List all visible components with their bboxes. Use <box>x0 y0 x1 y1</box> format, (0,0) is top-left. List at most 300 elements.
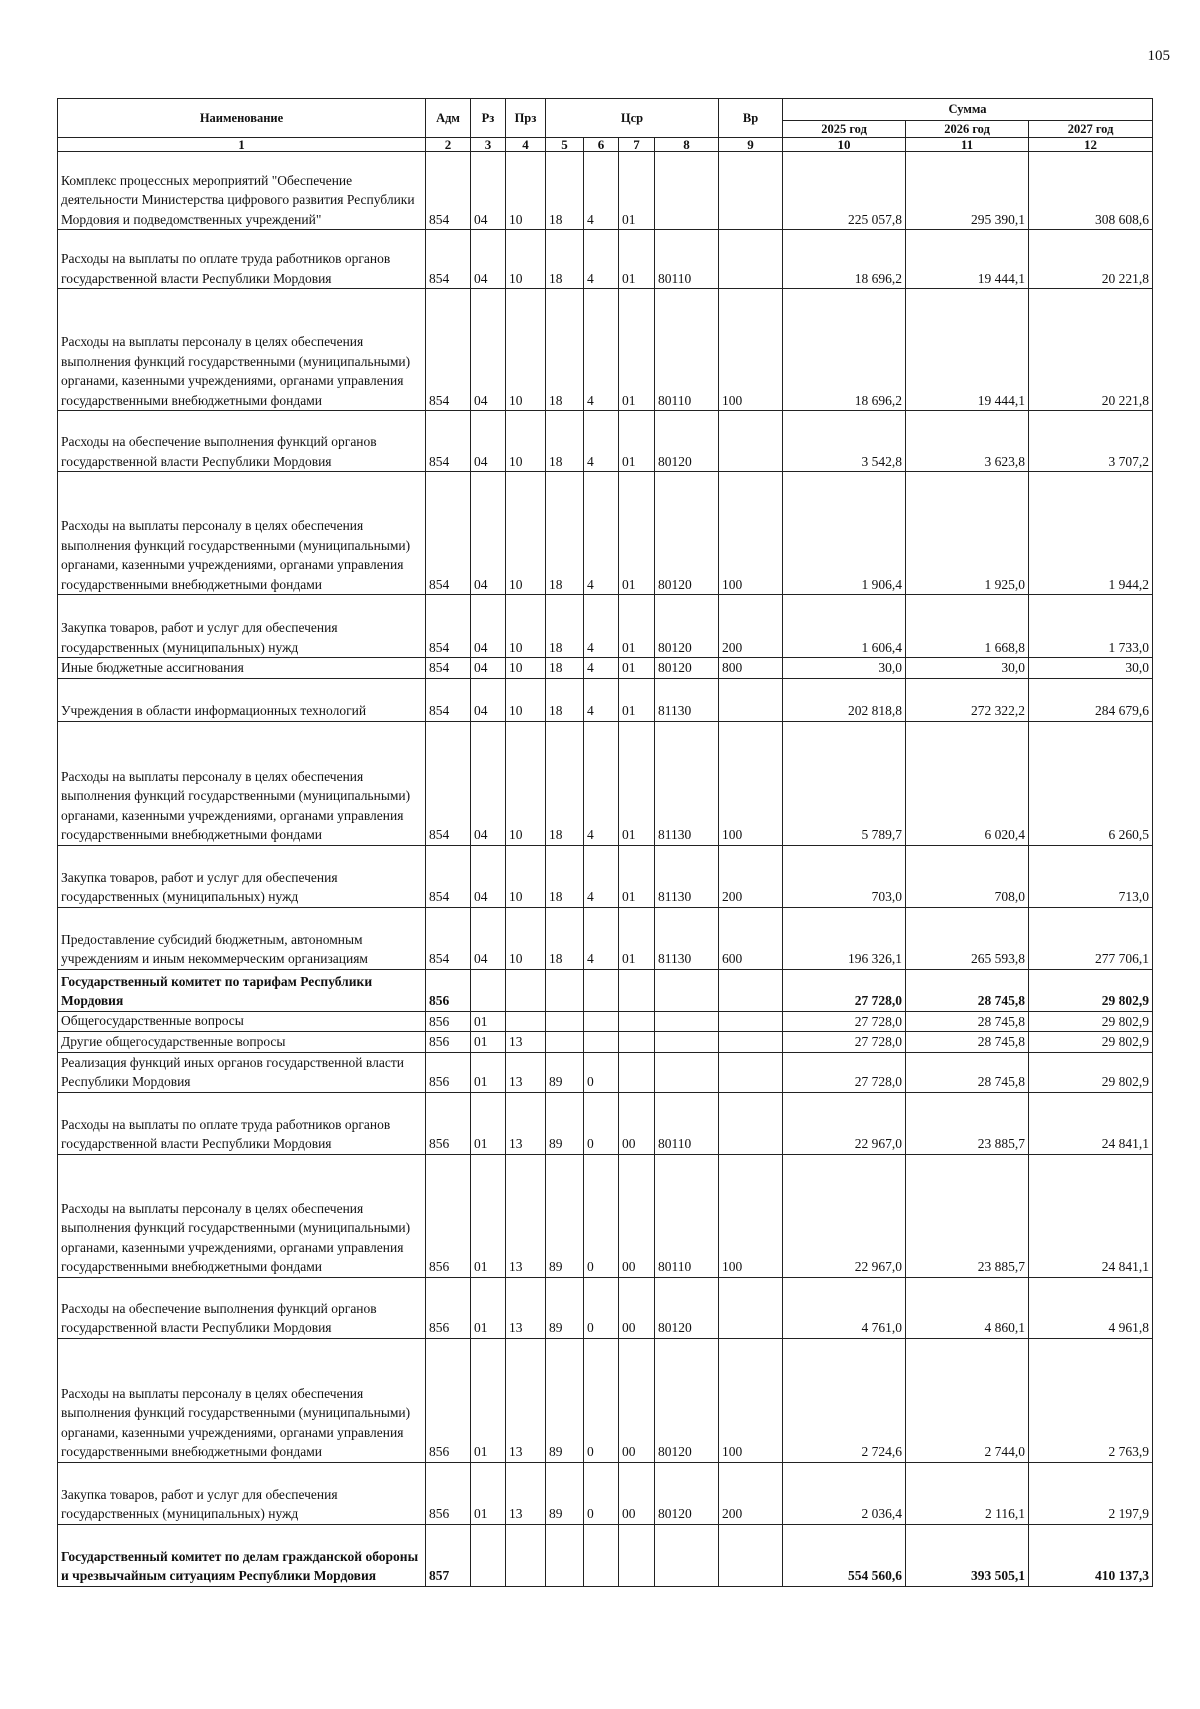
table-row <box>58 1052 1153 1092</box>
cell-rz: 04 <box>471 658 506 679</box>
header-row-1 <box>58 99 1153 121</box>
cell-vr: 800 <box>719 658 783 679</box>
cell-csr-direction: 80110 <box>655 1154 719 1277</box>
cell-adm: 856 <box>426 1277 471 1338</box>
table-row <box>58 845 1153 907</box>
row-name: Учреждения в области информационных технологий <box>58 678 426 721</box>
row-name: Расходы на выплаты персоналу в целях обеспечения выполнения функций государственными (муниципальными) органами, казенными учреждениями, органами управления государственными внебюджетными фондами <box>58 289 426 411</box>
column-index: 6 <box>584 138 619 152</box>
page-number: 105 <box>1147 48 1170 64</box>
cell-sum-2027: 6 260,5 <box>1029 721 1153 845</box>
header-name: Наименование <box>58 99 426 138</box>
cell-sum-2025: 1 606,4 <box>783 595 906 658</box>
cell-csr-direction: 81130 <box>655 721 719 845</box>
cell-csr-structure <box>619 1524 655 1586</box>
table-row <box>58 1154 1153 1277</box>
cell-rz: 04 <box>471 411 506 472</box>
table-row <box>58 1092 1153 1154</box>
cell-csr-program <box>546 1032 584 1053</box>
cell-sum-2026: 1 925,0 <box>906 472 1029 595</box>
cell-csr-type: 0 <box>584 1154 619 1277</box>
cell-sum-2025: 27 728,0 <box>783 1011 906 1032</box>
cell-prz: 10 <box>506 289 546 411</box>
cell-adm: 856 <box>426 1462 471 1524</box>
cell-rz: 04 <box>471 289 506 411</box>
cell-sum-2025: 27 728,0 <box>783 1032 906 1053</box>
cell-csr-direction <box>655 152 719 230</box>
cell-csr-direction: 80120 <box>655 472 719 595</box>
cell-sum-2027: 284 679,6 <box>1029 678 1153 721</box>
cell-rz: 01 <box>471 1154 506 1277</box>
row-name: Государственный комитет по тарифам Республики Мордовия <box>58 969 426 1011</box>
cell-prz <box>506 1011 546 1032</box>
cell-vr: 100 <box>719 1338 783 1462</box>
cell-csr-structure: 01 <box>619 289 655 411</box>
cell-sum-2026: 23 885,7 <box>906 1092 1029 1154</box>
cell-sum-2027: 20 221,8 <box>1029 230 1153 289</box>
cell-vr <box>719 1032 783 1053</box>
cell-csr-program: 18 <box>546 289 584 411</box>
cell-vr: 200 <box>719 595 783 658</box>
cell-csr-structure: 00 <box>619 1154 655 1277</box>
cell-sum-2026: 1 668,8 <box>906 595 1029 658</box>
cell-csr-type: 4 <box>584 658 619 679</box>
header-prz: Прз <box>506 99 546 138</box>
cell-adm: 856 <box>426 1092 471 1154</box>
table-row <box>58 658 1153 679</box>
cell-csr-type <box>584 1011 619 1032</box>
cell-sum-2025: 703,0 <box>783 845 906 907</box>
cell-sum-2025: 27 728,0 <box>783 1052 906 1092</box>
cell-csr-structure <box>619 1052 655 1092</box>
cell-csr-type <box>584 969 619 1011</box>
cell-csr-direction: 81130 <box>655 907 719 969</box>
cell-csr-direction: 80120 <box>655 411 719 472</box>
cell-csr-program: 89 <box>546 1052 584 1092</box>
cell-sum-2025: 5 789,7 <box>783 721 906 845</box>
cell-sum-2025: 22 967,0 <box>783 1092 906 1154</box>
cell-vr <box>719 969 783 1011</box>
table-row <box>58 1338 1153 1462</box>
cell-vr <box>719 230 783 289</box>
cell-csr-type: 0 <box>584 1052 619 1092</box>
cell-rz: 04 <box>471 595 506 658</box>
cell-adm: 854 <box>426 845 471 907</box>
cell-csr-type: 4 <box>584 289 619 411</box>
row-name: Расходы на обеспечение выполнения функций органов государственной власти Республики Мордовия <box>58 1277 426 1338</box>
row-name: Расходы на выплаты персоналу в целях обеспечения выполнения функций государственными (муниципальными) органами, казенными учреждениями, органами управления государственными внебюджетными фондами <box>58 1154 426 1277</box>
cell-vr: 100 <box>719 721 783 845</box>
cell-adm: 854 <box>426 721 471 845</box>
row-name: Расходы на выплаты персоналу в целях обеспечения выполнения функций государственными (муниципальными) органами, казенными учреждениями, органами управления государственными внебюджетными фондами <box>58 1338 426 1462</box>
column-index-row <box>58 138 1153 152</box>
cell-csr-structure: 01 <box>619 845 655 907</box>
cell-csr-direction: 81130 <box>655 678 719 721</box>
cell-sum-2025: 202 818,8 <box>783 678 906 721</box>
cell-csr-type: 0 <box>584 1462 619 1524</box>
table-row <box>58 152 1153 230</box>
cell-sum-2026: 272 322,2 <box>906 678 1029 721</box>
cell-csr-type: 4 <box>584 845 619 907</box>
cell-sum-2027: 3 707,2 <box>1029 411 1153 472</box>
cell-csr-direction: 80120 <box>655 1277 719 1338</box>
cell-csr-program: 18 <box>546 907 584 969</box>
column-index: 3 <box>471 138 506 152</box>
cell-rz: 04 <box>471 907 506 969</box>
column-index: 8 <box>655 138 719 152</box>
cell-prz: 13 <box>506 1092 546 1154</box>
table-row <box>58 721 1153 845</box>
cell-adm: 854 <box>426 658 471 679</box>
row-name: Закупка товаров, работ и услуг для обеспечения государственных (муниципальных) нужд <box>58 845 426 907</box>
cell-sum-2026: 2 744,0 <box>906 1338 1029 1462</box>
cell-csr-program: 89 <box>546 1462 584 1524</box>
cell-rz <box>471 969 506 1011</box>
cell-rz: 01 <box>471 1462 506 1524</box>
column-index: 5 <box>546 138 584 152</box>
cell-sum-2025: 18 696,2 <box>783 289 906 411</box>
cell-csr-type: 4 <box>584 721 619 845</box>
cell-vr: 100 <box>719 289 783 411</box>
row-name: Расходы на выплаты персоналу в целях обеспечения выполнения функций государственными (муниципальными) органами, казенными учреждениями, органами управления государственными внебюджетными фондами <box>58 472 426 595</box>
cell-prz <box>506 969 546 1011</box>
cell-rz: 01 <box>471 1338 506 1462</box>
cell-csr-structure: 01 <box>619 658 655 679</box>
cell-sum-2026: 30,0 <box>906 658 1029 679</box>
cell-sum-2027: 277 706,1 <box>1029 907 1153 969</box>
cell-rz <box>471 1524 506 1586</box>
cell-prz: 13 <box>506 1032 546 1053</box>
cell-csr-program <box>546 1011 584 1032</box>
cell-csr-structure: 01 <box>619 152 655 230</box>
cell-csr-direction <box>655 969 719 1011</box>
cell-vr: 200 <box>719 1462 783 1524</box>
cell-csr-program: 18 <box>546 472 584 595</box>
table-row <box>58 1032 1153 1053</box>
cell-sum-2025: 225 057,8 <box>783 152 906 230</box>
cell-csr-structure: 01 <box>619 595 655 658</box>
cell-csr-direction <box>655 1524 719 1586</box>
table-row <box>58 907 1153 969</box>
cell-sum-2025: 196 326,1 <box>783 907 906 969</box>
cell-csr-direction <box>655 1011 719 1032</box>
cell-vr <box>719 1052 783 1092</box>
cell-prz: 10 <box>506 907 546 969</box>
cell-prz: 13 <box>506 1052 546 1092</box>
header-year-2025: 2025 год <box>783 121 906 138</box>
cell-prz: 10 <box>506 152 546 230</box>
column-index: 4 <box>506 138 546 152</box>
cell-csr-program <box>546 1524 584 1586</box>
table-row <box>58 1462 1153 1524</box>
cell-sum-2027: 20 221,8 <box>1029 289 1153 411</box>
table-row <box>58 969 1153 1011</box>
cell-sum-2027: 713,0 <box>1029 845 1153 907</box>
row-name: Закупка товаров, работ и услуг для обеспечения государственных (муниципальных) нужд <box>58 1462 426 1524</box>
cell-sum-2027: 29 802,9 <box>1029 969 1153 1011</box>
cell-vr <box>719 411 783 472</box>
cell-csr-program: 18 <box>546 595 584 658</box>
cell-sum-2027: 4 961,8 <box>1029 1277 1153 1338</box>
cell-csr-program: 89 <box>546 1338 584 1462</box>
cell-adm: 857 <box>426 1524 471 1586</box>
cell-csr-program: 89 <box>546 1092 584 1154</box>
row-name: Реализация функций иных органов государственной власти Республики Мордовия <box>58 1052 426 1092</box>
cell-csr-type: 4 <box>584 678 619 721</box>
cell-vr: 100 <box>719 1154 783 1277</box>
cell-rz: 04 <box>471 721 506 845</box>
cell-sum-2026: 295 390,1 <box>906 152 1029 230</box>
cell-adm: 856 <box>426 1032 471 1053</box>
cell-rz: 04 <box>471 152 506 230</box>
cell-csr-structure: 00 <box>619 1092 655 1154</box>
header-rz: Рз <box>471 99 506 138</box>
cell-csr-type <box>584 1524 619 1586</box>
cell-rz: 01 <box>471 1052 506 1092</box>
cell-adm: 856 <box>426 1052 471 1092</box>
cell-sum-2025: 3 542,8 <box>783 411 906 472</box>
row-name: Государственный комитет по делам гражданской обороны и чрезвычайным ситуациям Республики Мордовия <box>58 1524 426 1586</box>
header-year-2026: 2026 год <box>906 121 1029 138</box>
cell-csr-structure: 00 <box>619 1338 655 1462</box>
cell-csr-type: 4 <box>584 152 619 230</box>
cell-sum-2027: 24 841,1 <box>1029 1092 1153 1154</box>
row-name: Расходы на выплаты по оплате труда работников органов государственной власти Республики Мордовия <box>58 1092 426 1154</box>
cell-csr-direction <box>655 1052 719 1092</box>
cell-csr-program: 18 <box>546 845 584 907</box>
cell-adm: 856 <box>426 969 471 1011</box>
cell-csr-program: 89 <box>546 1154 584 1277</box>
cell-prz <box>506 1524 546 1586</box>
cell-csr-type: 0 <box>584 1338 619 1462</box>
column-index: 11 <box>906 138 1029 152</box>
cell-csr-direction: 80110 <box>655 289 719 411</box>
table-row <box>58 1524 1153 1586</box>
cell-csr-type: 4 <box>584 230 619 289</box>
cell-csr-structure <box>619 1032 655 1053</box>
cell-csr-direction: 80110 <box>655 1092 719 1154</box>
cell-sum-2027: 24 841,1 <box>1029 1154 1153 1277</box>
cell-sum-2025: 1 906,4 <box>783 472 906 595</box>
cell-adm: 854 <box>426 152 471 230</box>
table-row <box>58 472 1153 595</box>
cell-csr-program: 18 <box>546 152 584 230</box>
cell-sum-2027: 29 802,9 <box>1029 1032 1153 1053</box>
table-row <box>58 230 1153 289</box>
cell-sum-2027: 2 763,9 <box>1029 1338 1153 1462</box>
cell-csr-direction <box>655 1032 719 1053</box>
cell-csr-direction: 81130 <box>655 845 719 907</box>
cell-sum-2027: 1 944,2 <box>1029 472 1153 595</box>
cell-prz: 13 <box>506 1462 546 1524</box>
row-name: Иные бюджетные ассигнования <box>58 658 426 679</box>
cell-rz: 04 <box>471 472 506 595</box>
cell-vr: 200 <box>719 845 783 907</box>
cell-csr-type: 4 <box>584 472 619 595</box>
cell-sum-2027: 2 197,9 <box>1029 1462 1153 1524</box>
cell-prz: 10 <box>506 595 546 658</box>
row-name: Расходы на обеспечение выполнения функций органов государственной власти Республики Мордовия <box>58 411 426 472</box>
column-index: 2 <box>426 138 471 152</box>
table-body <box>58 152 1153 1587</box>
cell-csr-structure: 00 <box>619 1277 655 1338</box>
column-index: 1 <box>58 138 426 152</box>
table-row <box>58 1011 1153 1032</box>
cell-rz: 01 <box>471 1032 506 1053</box>
cell-sum-2025: 30,0 <box>783 658 906 679</box>
cell-sum-2026: 28 745,8 <box>906 1011 1029 1032</box>
header-sum: Сумма <box>783 99 1153 121</box>
header-year-2027: 2027 год <box>1029 121 1153 138</box>
row-name: Расходы на выплаты по оплате труда работников органов государственной власти Республики Мордовия <box>58 230 426 289</box>
cell-csr-program: 18 <box>546 411 584 472</box>
cell-adm: 854 <box>426 472 471 595</box>
table-row <box>58 678 1153 721</box>
cell-csr-direction: 80120 <box>655 595 719 658</box>
cell-csr-type <box>584 1032 619 1053</box>
table-row <box>58 1277 1153 1338</box>
table-row <box>58 595 1153 658</box>
cell-csr-type: 4 <box>584 595 619 658</box>
cell-csr-structure: 01 <box>619 678 655 721</box>
cell-prz: 10 <box>506 472 546 595</box>
cell-sum-2026: 393 505,1 <box>906 1524 1029 1586</box>
cell-vr <box>719 152 783 230</box>
cell-sum-2025: 2 724,6 <box>783 1338 906 1462</box>
cell-adm: 856 <box>426 1154 471 1277</box>
cell-prz: 13 <box>506 1277 546 1338</box>
cell-vr: 100 <box>719 472 783 595</box>
cell-sum-2027: 1 733,0 <box>1029 595 1153 658</box>
cell-adm: 854 <box>426 411 471 472</box>
cell-vr <box>719 1277 783 1338</box>
cell-csr-structure: 01 <box>619 721 655 845</box>
cell-sum-2026: 23 885,7 <box>906 1154 1029 1277</box>
row-name: Закупка товаров, работ и услуг для обеспечения государственных (муниципальных) нужд <box>58 595 426 658</box>
header-vr: Вр <box>719 99 783 138</box>
cell-sum-2027: 29 802,9 <box>1029 1011 1153 1032</box>
budget-table <box>57 98 1153 1587</box>
cell-sum-2027: 29 802,9 <box>1029 1052 1153 1092</box>
column-index: 10 <box>783 138 906 152</box>
cell-rz: 01 <box>471 1277 506 1338</box>
cell-csr-program: 89 <box>546 1277 584 1338</box>
cell-sum-2027: 410 137,3 <box>1029 1524 1153 1586</box>
cell-sum-2026: 2 116,1 <box>906 1462 1029 1524</box>
cell-rz: 01 <box>471 1011 506 1032</box>
cell-vr <box>719 678 783 721</box>
header-csr: Цср <box>546 99 719 138</box>
cell-adm: 856 <box>426 1338 471 1462</box>
cell-prz: 10 <box>506 658 546 679</box>
cell-csr-program <box>546 969 584 1011</box>
cell-rz: 04 <box>471 845 506 907</box>
cell-sum-2026: 19 444,1 <box>906 289 1029 411</box>
header-adm: Адм <box>426 99 471 138</box>
cell-adm: 854 <box>426 595 471 658</box>
cell-csr-structure <box>619 1011 655 1032</box>
row-name: Общегосударственные вопросы <box>58 1011 426 1032</box>
cell-sum-2026: 19 444,1 <box>906 230 1029 289</box>
cell-vr <box>719 1092 783 1154</box>
row-name: Расходы на выплаты персоналу в целях обеспечения выполнения функций государственными (муниципальными) органами, казенными учреждениями, органами управления государственными внебюджетными фондами <box>58 721 426 845</box>
cell-sum-2027: 30,0 <box>1029 658 1153 679</box>
cell-rz: 04 <box>471 678 506 721</box>
cell-rz: 04 <box>471 230 506 289</box>
cell-adm: 854 <box>426 230 471 289</box>
cell-csr-structure <box>619 969 655 1011</box>
cell-sum-2026: 28 745,8 <box>906 1052 1029 1092</box>
cell-csr-structure: 01 <box>619 411 655 472</box>
table-row <box>58 289 1153 411</box>
cell-csr-structure: 01 <box>619 907 655 969</box>
cell-sum-2025: 18 696,2 <box>783 230 906 289</box>
cell-csr-program: 18 <box>546 658 584 679</box>
row-name: Другие общегосударственные вопросы <box>58 1032 426 1053</box>
column-index: 9 <box>719 138 783 152</box>
cell-csr-program: 18 <box>546 230 584 289</box>
cell-adm: 856 <box>426 1011 471 1032</box>
row-name: Комплекс процессных мероприятий "Обеспечение деятельности Министерства цифрового развития Республики Мордовия и подведомственных учреждений" <box>58 152 426 230</box>
cell-adm: 854 <box>426 907 471 969</box>
cell-sum-2026: 708,0 <box>906 845 1029 907</box>
table-row <box>58 411 1153 472</box>
cell-adm: 854 <box>426 678 471 721</box>
cell-csr-direction: 80120 <box>655 1338 719 1462</box>
cell-prz: 10 <box>506 411 546 472</box>
cell-sum-2025: 4 761,0 <box>783 1277 906 1338</box>
cell-vr <box>719 1524 783 1586</box>
column-index: 7 <box>619 138 655 152</box>
cell-csr-program: 18 <box>546 678 584 721</box>
cell-sum-2027: 308 608,6 <box>1029 152 1153 230</box>
cell-csr-direction: 80120 <box>655 658 719 679</box>
cell-prz: 10 <box>506 721 546 845</box>
cell-prz: 10 <box>506 230 546 289</box>
cell-prz: 10 <box>506 678 546 721</box>
cell-csr-type: 0 <box>584 1092 619 1154</box>
cell-prz: 13 <box>506 1154 546 1277</box>
cell-csr-structure: 00 <box>619 1462 655 1524</box>
cell-csr-structure: 01 <box>619 472 655 595</box>
cell-csr-type: 4 <box>584 411 619 472</box>
row-name: Предоставление субсидий бюджетным, автономным учреждениям и иным некоммерческим организациям <box>58 907 426 969</box>
cell-sum-2026: 4 860,1 <box>906 1277 1029 1338</box>
cell-sum-2026: 6 020,4 <box>906 721 1029 845</box>
cell-csr-type: 4 <box>584 907 619 969</box>
cell-vr: 600 <box>719 907 783 969</box>
cell-prz: 10 <box>506 845 546 907</box>
cell-vr <box>719 1011 783 1032</box>
cell-sum-2025: 554 560,6 <box>783 1524 906 1586</box>
cell-sum-2025: 22 967,0 <box>783 1154 906 1277</box>
cell-sum-2025: 27 728,0 <box>783 969 906 1011</box>
cell-sum-2026: 28 745,8 <box>906 1032 1029 1053</box>
cell-prz: 13 <box>506 1338 546 1462</box>
cell-csr-type: 0 <box>584 1277 619 1338</box>
cell-adm: 854 <box>426 289 471 411</box>
cell-rz: 01 <box>471 1092 506 1154</box>
column-index: 12 <box>1029 138 1153 152</box>
cell-csr-structure: 01 <box>619 230 655 289</box>
cell-sum-2026: 265 593,8 <box>906 907 1029 969</box>
cell-sum-2026: 28 745,8 <box>906 969 1029 1011</box>
cell-csr-direction: 80120 <box>655 1462 719 1524</box>
cell-sum-2026: 3 623,8 <box>906 411 1029 472</box>
cell-sum-2025: 2 036,4 <box>783 1462 906 1524</box>
cell-csr-program: 18 <box>546 721 584 845</box>
cell-csr-direction: 80110 <box>655 230 719 289</box>
